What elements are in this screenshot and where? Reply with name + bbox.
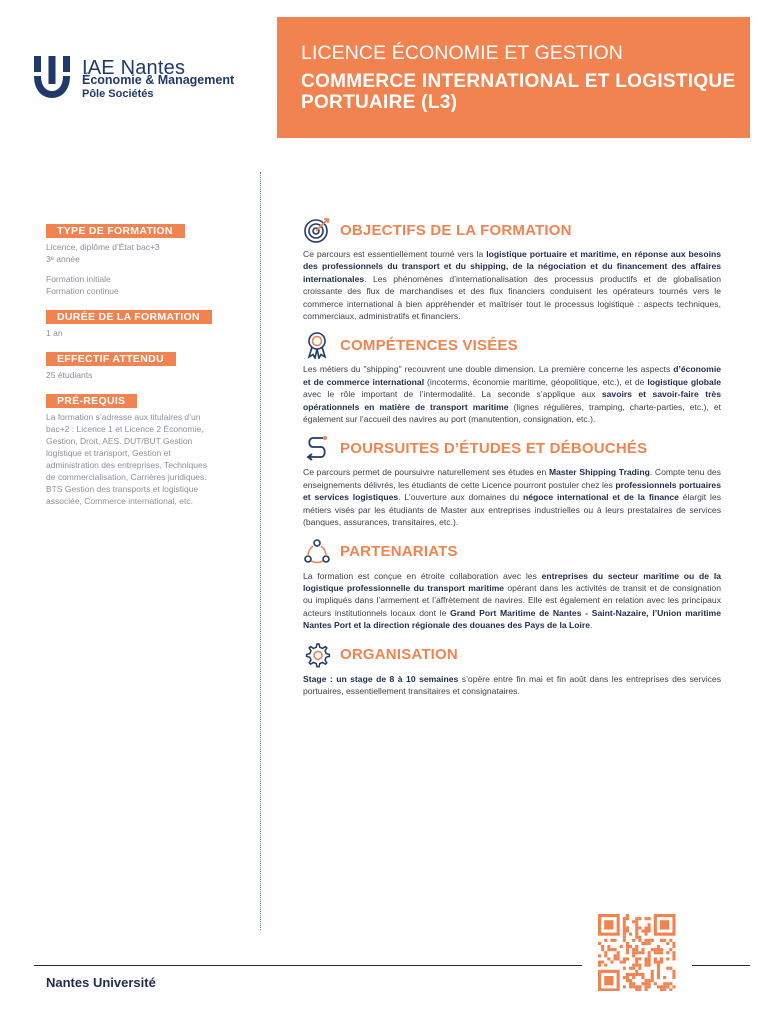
target-icon xyxy=(303,216,331,244)
text-run: . Compte tenu des enseignements délivrés, les étudiants de cette Licence pourront postuler chez les xyxy=(303,467,721,490)
sidebar-type-line: Licence, diplôme d’État bac+3 xyxy=(46,242,160,252)
sidebar-type-line: Formation initiale xyxy=(46,274,111,284)
column-divider xyxy=(260,172,261,930)
text-run-bold: d’économie et de commerce international xyxy=(303,364,721,387)
text-run: Ce parcours permet de poursuivre naturellement ses études en xyxy=(303,467,549,478)
award-medal-icon xyxy=(303,331,331,359)
logo-pole: Pôle Sociétés xyxy=(82,88,154,100)
section-title-competences: COMPÉTENCES VISÉES xyxy=(340,336,518,354)
sidebar-type-text-2 xyxy=(46,273,228,297)
section-poursuites xyxy=(303,431,721,528)
text-run: . L’ouverture aux domaines du xyxy=(398,492,524,503)
text-run-bold: logistique portuaire et maritime, en réponse aux besoins des professionnels du transport et du shipping, de la négociation et du financement des affaires internationales xyxy=(303,249,721,284)
section-body-competences xyxy=(303,363,721,425)
sidebar xyxy=(46,221,228,507)
iae-logo xyxy=(34,56,274,106)
section-body-organisation xyxy=(303,673,721,698)
sidebar-label-effectif: EFFECTIF ATTENDU xyxy=(46,352,176,366)
section-body-partenariats xyxy=(303,570,721,632)
sidebar-label-duree: DURÉE DE LA FORMATION xyxy=(46,310,212,324)
section-body-poursuites xyxy=(303,466,721,528)
main-content xyxy=(303,213,721,703)
footer-rule xyxy=(692,965,750,966)
sidebar-type-line: Formation continue xyxy=(46,286,119,296)
section-title-poursuites: POURSUITES D’ÉTUDES ET DÉBOUCHÉS xyxy=(340,439,648,457)
gear-icon xyxy=(303,641,331,669)
sidebar-duree-value: 1 an xyxy=(46,328,63,338)
sidebar-label-prereq: PRÉ-REQUIS xyxy=(46,394,137,408)
sidebar-label-type: TYPE DE FORMATION xyxy=(46,224,185,238)
text-run-bold: Master Shipping Trading xyxy=(548,467,650,478)
section-title-objectifs: OBJECTIFS DE LA FORMATION xyxy=(340,221,572,239)
footer-rule xyxy=(34,965,582,966)
text-run: (incoterms, économie maritime, géopolitique, etc.), et de xyxy=(424,376,648,387)
text-run-bold: Stage : un stage de 8 à 10 semaines xyxy=(303,673,459,684)
footer-brand: Nantes Université xyxy=(46,975,156,990)
text-run: (lignes régulières, tramping, charte-parties, etc.), et également sur l’accueil des navires au port (manutention, consignation, etc.). xyxy=(303,401,721,425)
text-run-bold: savoirs et savoir-faire très opérationnels en matière de transport maritime xyxy=(303,389,721,412)
path-route-icon xyxy=(303,434,331,462)
iae-logo-mark-icon xyxy=(34,56,70,98)
section-title-partenariats: PARTENARIATS xyxy=(340,543,458,560)
text-run: Les métiers du "shipping" recouvrent une double dimension. La première concerne les aspects xyxy=(303,364,674,375)
header-band xyxy=(277,17,750,138)
sidebar-type-text xyxy=(46,241,228,265)
sidebar-effectif-value: 25 étudiants xyxy=(46,370,93,380)
page-title: COMMERCE INTERNATIONAL ET LOGISTIQUE PORTUAIRE (L3) xyxy=(301,71,736,113)
sidebar-prereq-text: La formation s’adresse aux titulaires d’un bac+2 : Licence 1 et Licence 2 Économie, Gestion, Droit, AES. DUT/BUT Gestion logistique et transport, Gestion et administration des entreprises, Techniques de commercialisation, Carrières juridiques. BTS Gestion des transports et logistique associée, Commerce international, etc. xyxy=(46,412,207,506)
section-competences xyxy=(303,328,721,425)
text-run: . xyxy=(590,620,593,631)
text-run-bold: logistique globale xyxy=(647,376,721,387)
section-title-organisation: ORGANISATION xyxy=(340,646,458,664)
sidebar-type-line: 3ᵉ année xyxy=(46,254,80,264)
text-run-bold: professionnels portuaires et services logistiques xyxy=(303,479,721,503)
section-body-objectifs xyxy=(303,248,721,322)
section-partenariats xyxy=(303,535,721,632)
text-run: élargit les métiers visés par les étudiants de Master aux entreprises industrielles ou à leurs prestataires de services (banques, assurances, transitaires, etc.). xyxy=(303,492,722,528)
qr-code-icon xyxy=(596,913,678,991)
text-run-bold: négoce international et de la finance xyxy=(523,492,679,503)
logo-title: IAE Nantes xyxy=(82,57,186,79)
text-run-bold: entreprises du secteur maritime ou de la logistique professionnelle du transport maritime xyxy=(303,570,721,593)
section-organisation xyxy=(303,638,721,698)
header-kicker: LICENCE ÉCONOMIE ET GESTION xyxy=(301,42,623,64)
text-run: avec le rôle important de l’intermodalité. La seconde s’applique aux xyxy=(303,389,602,400)
text-run: opérant dans les activités de transit et de consignation ou impliqués dans l’armement et l’affrètement de navires. Elle est également en relation avec les principaux acteurs institutionnels locaux dont le xyxy=(303,582,721,618)
network-partners-icon xyxy=(303,538,331,566)
text-run-bold: Grand Port Maritime de Nantes - Saint-Nazaire, l’Union maritime Nantes Port et la direction régionale des douanes des Pays de la Loire xyxy=(303,607,721,631)
text-run: Ce parcours est essentiellement tourné vers la xyxy=(303,249,487,259)
text-run: s’opère entre fin mai et fin août dans les entreprises des services portuaires, essentiellement transitaires et consignataires. xyxy=(303,673,721,696)
logo-subtitle: Économie & Management xyxy=(82,73,235,87)
text-run: . Les phénomènes d’internationalisation des processus productifs et de globalisation croissante des flux de marchandises et des flux financiers conduisent les opérateurs tournés vers le commerce international à bien appréhender et maîtriser tout le processus logistique : aspects techniques, commerciaux, administratifs et financiers. xyxy=(303,273,721,322)
section-objectifs xyxy=(303,213,721,322)
text-run: La formation est conçue en étroite collaboration avec les xyxy=(303,570,542,581)
